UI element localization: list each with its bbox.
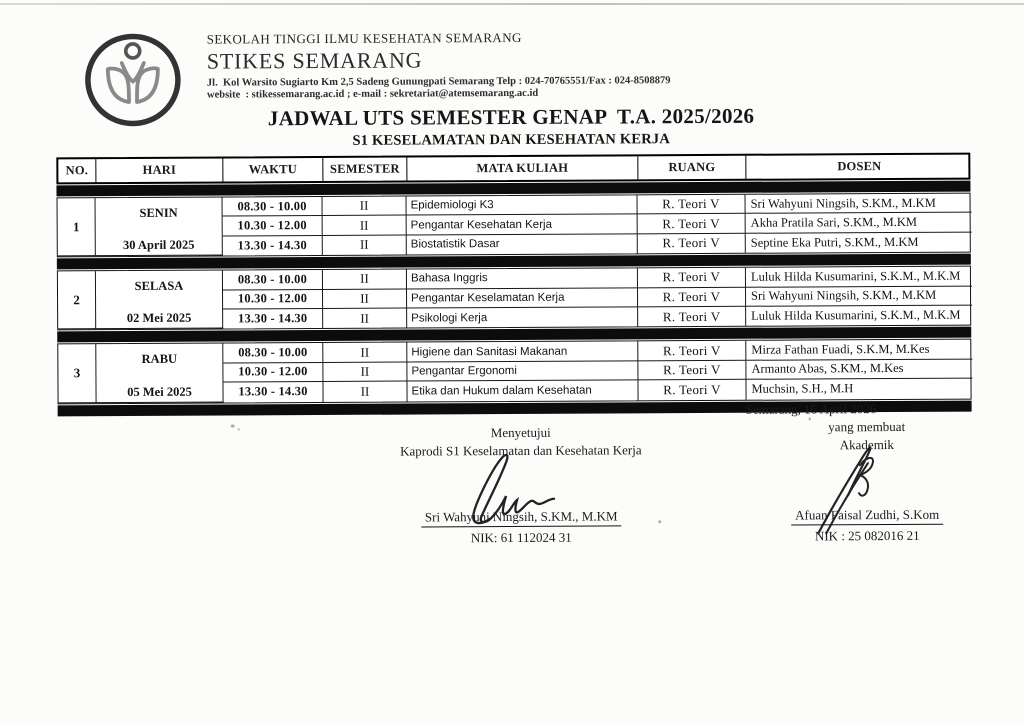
cell-mata-kuliah: Bahasa Inggris xyxy=(407,269,638,290)
cell-dosen: Septine Eka Putri, S.KM., M.KM xyxy=(750,234,919,250)
schedule-group-2 xyxy=(57,266,971,331)
cell-waktu: 10.30 - 12.00 xyxy=(223,216,323,236)
cell-no: 1 xyxy=(58,198,96,256)
day-name: SELASA xyxy=(134,278,184,294)
cell-mata-kuliah: Biostatistik Dasar xyxy=(407,234,638,255)
institution-line1: SEKOLAH TINGGI ILMU KESEHATAN SEMARANG xyxy=(206,29,522,47)
signer-nik-right: NIK : 25 082016 21 xyxy=(814,527,920,544)
cell-waktu: 10.30 - 12.00 xyxy=(223,290,323,310)
document-subtitle: S1 KESELAMATAN DAN KESEHATAN KERJA xyxy=(352,131,671,149)
cell-dosen: Muchsin, S.H., M.H xyxy=(751,381,854,397)
cell-ruang: R. Teori V xyxy=(638,214,746,234)
schedule-group-1 xyxy=(57,193,971,258)
cell-semester: II xyxy=(323,382,407,402)
maker-role: Akademik xyxy=(839,437,894,453)
cell-mata-kuliah: Epidemiologi K3 xyxy=(407,195,638,216)
cell-ruang: R. Teori V xyxy=(638,234,746,254)
cell-mata-kuliah: Higiene dan Sanitasi Makanan xyxy=(407,342,638,363)
column-header-1: HARI xyxy=(96,159,223,183)
cell-ruang: R. Teori V xyxy=(638,268,746,288)
scan-speck xyxy=(809,417,811,420)
cell-ruang: R. Teori V xyxy=(638,341,746,361)
column-header-5: RUANG xyxy=(638,156,746,180)
signature-block-right xyxy=(736,400,999,556)
cell-waktu: 13.30 - 14.30 xyxy=(223,309,323,329)
institution-website: website : stikessemarang.ac.id ; e-mail : sekretariat@atemsemarang.ac.id xyxy=(206,87,539,101)
cell-mata-kuliah: Pengantar Keselamatan Kerja xyxy=(407,288,638,309)
place-date: Semarang, 16 April 2026 xyxy=(745,401,877,417)
institution-name: STIKES SEMARANG xyxy=(206,47,423,74)
column-header-3: SEMESTER xyxy=(323,158,407,181)
cell-ruang: R. Teori V xyxy=(638,380,746,400)
cell-waktu: 08.30 - 10.00 xyxy=(223,343,323,363)
day-name: SENIN xyxy=(139,205,178,220)
signature-block-left xyxy=(371,424,672,561)
column-header-2: WAKTU xyxy=(223,158,323,182)
scan-speck xyxy=(231,424,235,427)
schedule-table xyxy=(56,153,971,417)
cell-semester: II xyxy=(323,235,407,255)
cell-waktu: 13.30 - 14.30 xyxy=(223,236,323,256)
cell-semester: II xyxy=(323,197,407,217)
cell-waktu: 10.30 - 12.00 xyxy=(223,363,323,383)
approval-label: Menyetujui xyxy=(490,424,551,441)
cell-dosen: Mirza Fathan Fuadi, S.K.M, M.Kes xyxy=(746,340,972,361)
scan-speck xyxy=(238,428,240,430)
cell-ruang: R. Teori V xyxy=(638,287,746,307)
column-header-4: MATA KULIAH xyxy=(407,156,638,180)
cell-dosen: Sri Wahyuni Ningsih, S.KM., M.KM xyxy=(746,194,972,215)
cell-ruang: R. Teori V xyxy=(638,307,746,327)
cell-semester: II xyxy=(323,270,407,290)
cell-ruang: R. Teori V xyxy=(638,195,746,215)
cell-mata-kuliah: Etika dan Hukum dalam Kesehatan xyxy=(407,380,638,401)
cell-no: 2 xyxy=(58,271,96,329)
cell-dosen: Armanto Abas, S.KM., M.Kes xyxy=(746,359,972,380)
cell-semester: II xyxy=(323,309,407,329)
maker-label: yang membuat xyxy=(828,418,906,435)
schedule-group-3 xyxy=(57,339,971,404)
cell-semester: II xyxy=(323,362,407,382)
cell-dosen: Luluk Hilda Kusumarini, S.K.M., M.K.M xyxy=(746,267,972,288)
cell-hari xyxy=(96,344,223,403)
signer-name-left: Sri Wahyuni Ningsih, S.KM., M.KM xyxy=(371,508,671,528)
cell-dosen: Akha Pratila Sari, S.KM., M.KM xyxy=(746,213,972,234)
scan-speck xyxy=(658,520,661,523)
signer-name-right: Afuan Faisal Zudhi, S.Kom xyxy=(736,506,998,525)
cell-mata-kuliah: Psikologi Kerja xyxy=(407,307,638,328)
cell-hari xyxy=(96,198,223,257)
cell-ruang: R. Teori V xyxy=(638,361,746,381)
cell-waktu: 08.30 - 10.00 xyxy=(223,197,323,217)
cell-waktu: 08.30 - 10.00 xyxy=(223,270,323,290)
day-name: RABU xyxy=(141,352,178,367)
table-header-row xyxy=(56,153,970,185)
day-date: 05 Mei 2025 xyxy=(127,384,192,399)
column-header-0: NO. xyxy=(58,159,96,182)
cell-no: 3 xyxy=(58,345,96,403)
day-date: 02 Mei 2025 xyxy=(126,311,192,326)
cell-semester: II xyxy=(323,343,407,363)
cell-dosen: Sri Wahyuni Ningsih, S.KM., M.KM xyxy=(746,286,972,307)
cell-mata-kuliah: Pengantar Ergonomi xyxy=(407,361,638,382)
letterhead xyxy=(207,29,767,101)
document-title: JADWAL UTS SEMESTER GENAP T.A. 2025/2026 xyxy=(267,103,755,131)
cell-semester: II xyxy=(323,216,407,236)
cell-semester: II xyxy=(323,289,407,309)
approver-role: Kaprodi S1 Keselamatan dan Kesehatan Kerja xyxy=(400,442,642,459)
cell-mata-kuliah: Pengantar Kesehatan Kerja xyxy=(407,215,638,236)
institution-address: Jl. Kol Warsito Sugiarto Km 2,5 Sadeng Gunungpati Semarang Telp : 024-70765551/Fax : 024-8508879 xyxy=(206,75,671,89)
signer-nik-left: NIK: 61 112024 31 xyxy=(470,529,572,546)
column-header-6: DOSEN xyxy=(837,159,882,174)
cell-waktu: 13.30 - 14.30 xyxy=(223,382,323,402)
cell-dosen: Luluk Hilda Kusumarini, S.K.M., M.K.M xyxy=(751,307,961,323)
cell-hari xyxy=(96,271,223,330)
day-date: 30 April 2025 xyxy=(122,237,195,253)
